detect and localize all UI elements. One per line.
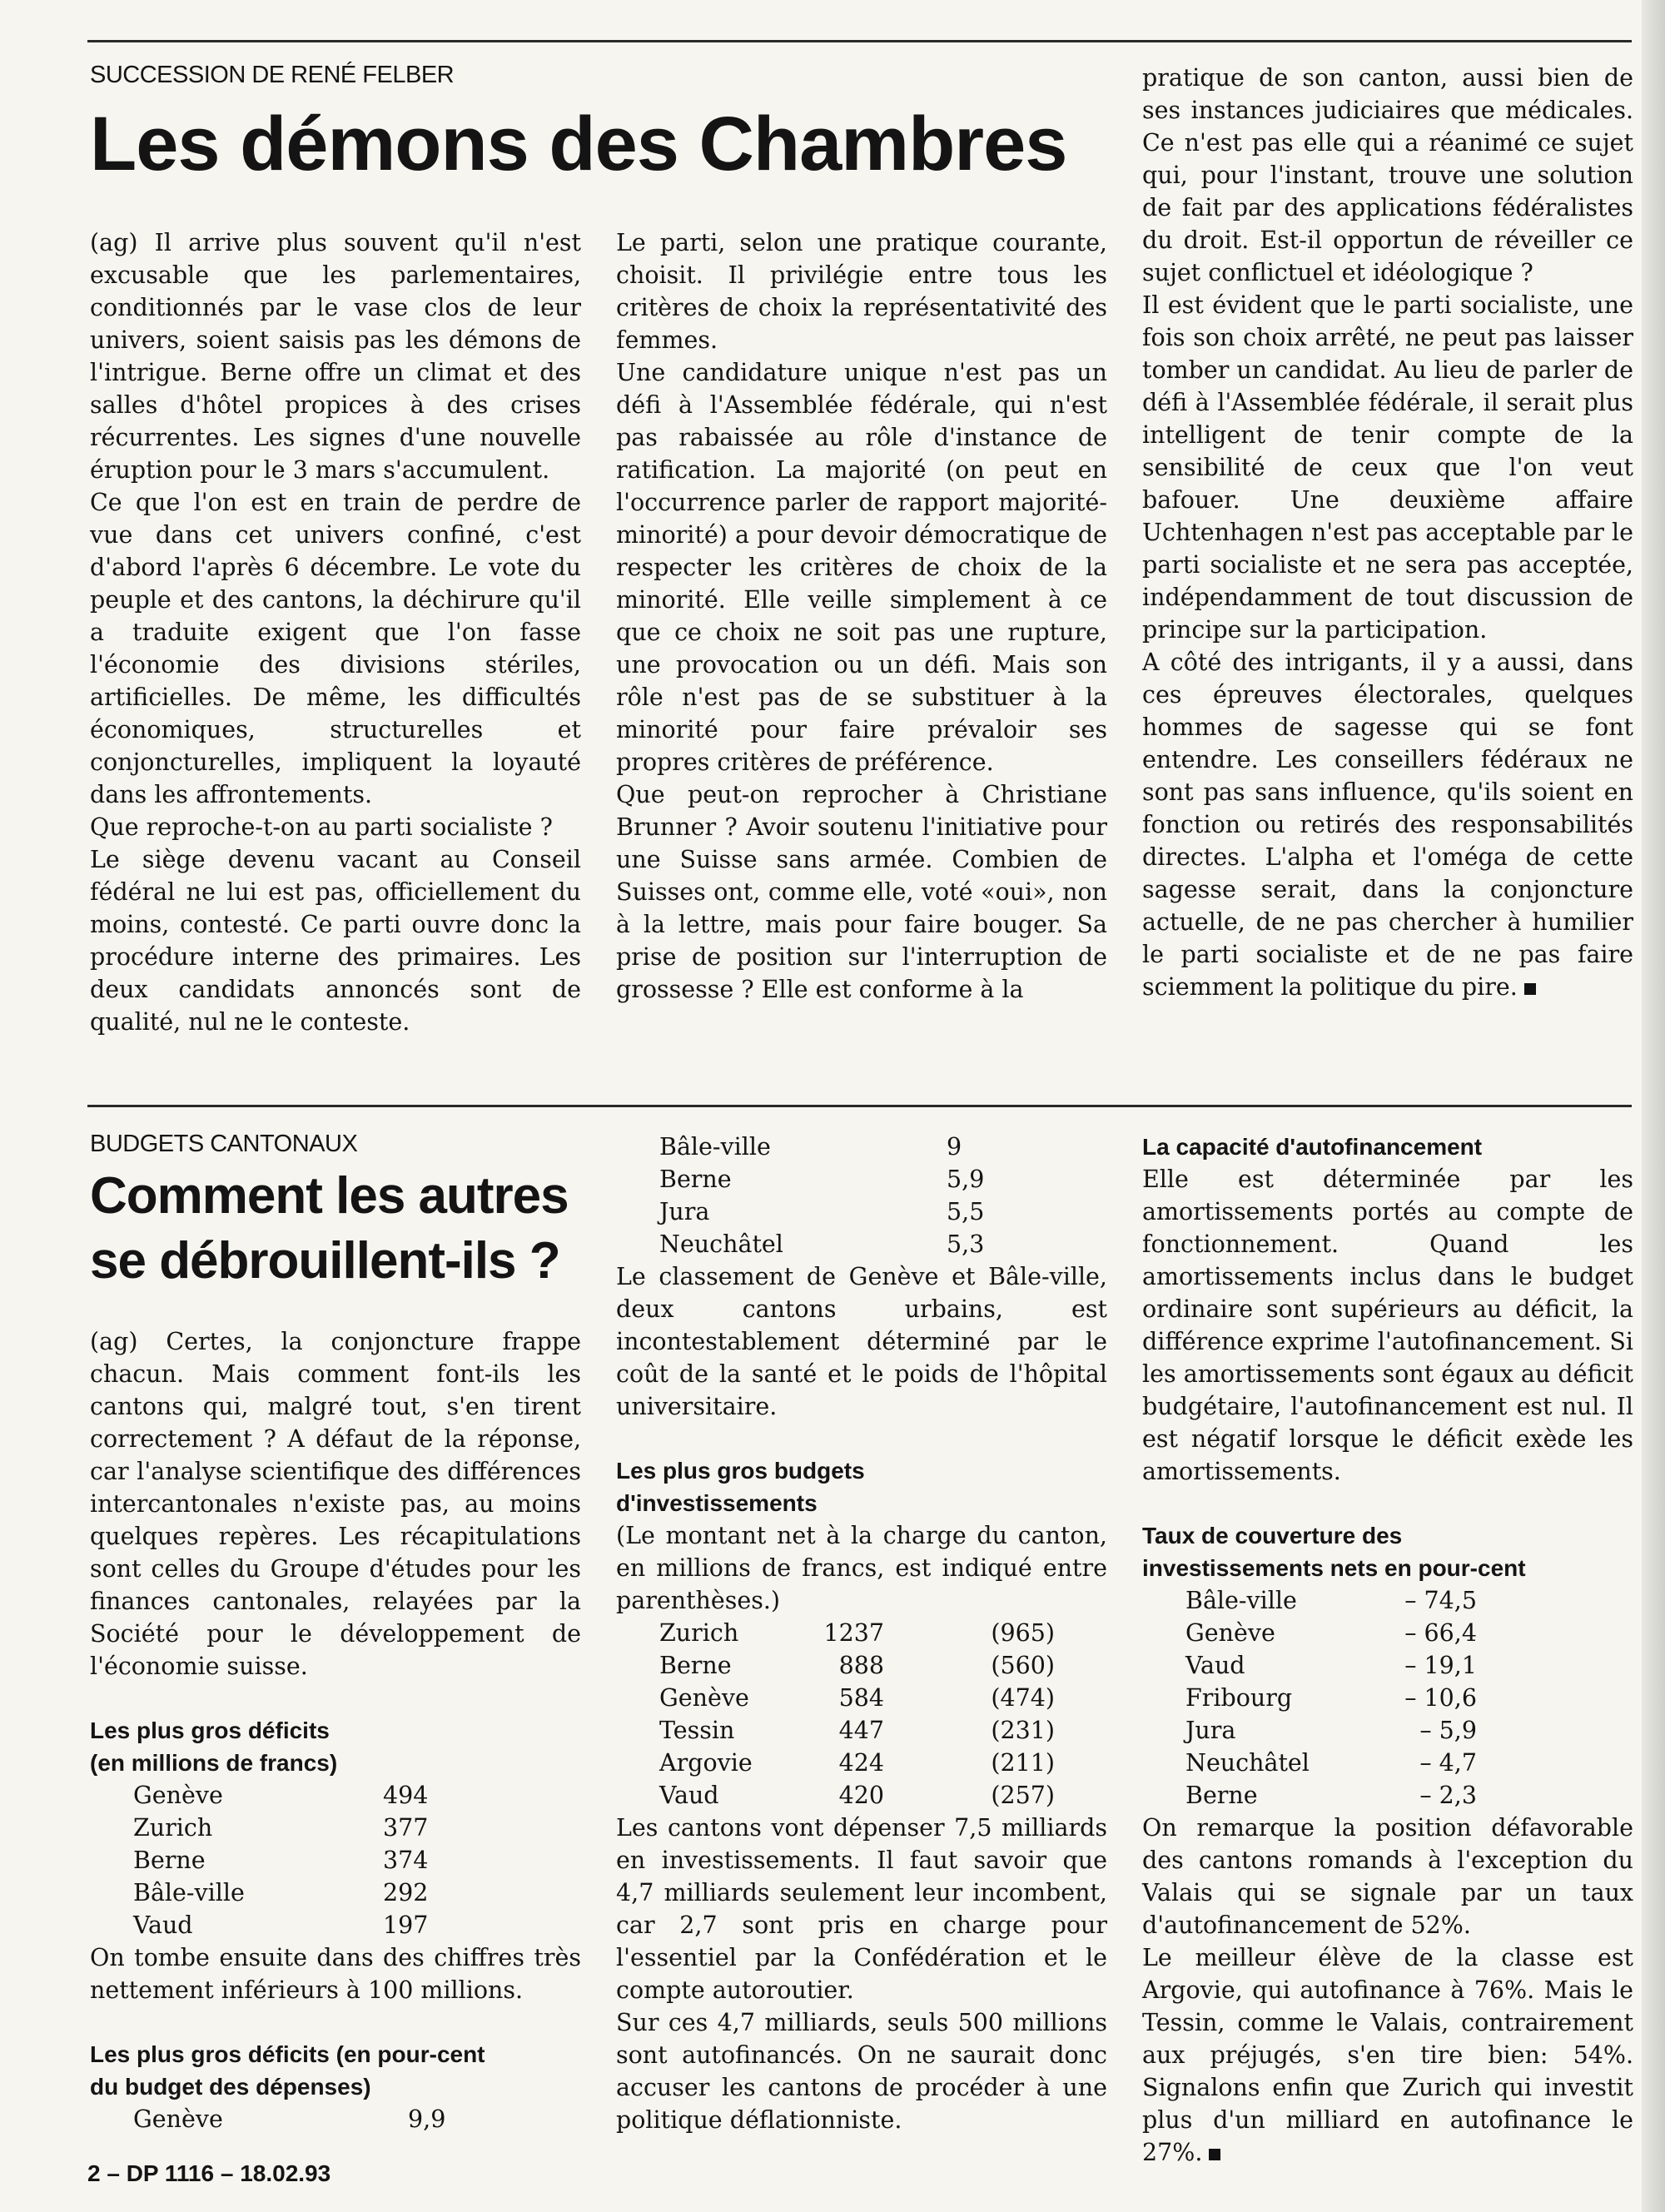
- value-cell: 5,3: [947, 1230, 985, 1258]
- table-row: [1185, 1617, 1477, 1649]
- paragraph: Le siège devenu vacant au Conseil fédéral ne lui est pas, officiellement du moins, contesté. Ce parti ouvre donc la procédure interne des primaires. Les deux candidats annoncés sont de qualité, nul ne le conteste.: [90, 846, 581, 1036]
- table-row: [133, 1844, 428, 1876]
- canton-cell: Berne: [659, 1652, 732, 1679]
- coverage-title: [1142, 1519, 1633, 1584]
- article2-column-2: [616, 1131, 1107, 2136]
- paragraph: Que peut-on reprocher à Christiane Brunner ? Avoir soutenu l'initiative pour une Suisse sans armée. Combien de Suisses ont, comme elle, voté «oui», non à la lettre, mais pour faire bouger. Sa prise de position sur l'interruption de grossesse ? Elle est conforme à la: [616, 781, 1107, 1003]
- article1-column-3: [1142, 62, 1633, 1003]
- article1-kicker: SUCCESSION DE RENÉ FELBER: [90, 62, 455, 88]
- table-row: [659, 1747, 1055, 1779]
- invest-note: Les cantons vont dépenser 7,5 milliards en investissements. Il faut savoir que 4,7 milliards seulement leur incombent, car 2,7 sont pris en charge pour l'essentiel par la Confédération et le compte autoroutier.: [616, 1814, 1107, 2004]
- page-footer: 2 – DP 1116 – 18.02.93: [87, 2160, 331, 2186]
- gross-cell: 420: [838, 1782, 884, 1809]
- capacity-text: Elle est déterminée par les amortissements portés au compte de fonctionnement. Quand les amortissements inclus dans le budget ordinaire sont supérieurs au déficit, la différence exprime l'autofinancement. Si les amortissements sont égaux au déficit budgétaire, l'autofinancement est nul. Il est négatif lorsque le déficit exède les amortissements.: [1142, 1166, 1633, 1485]
- subhead-line: Les plus gros budgets: [616, 1458, 865, 1484]
- value-cell: 292: [383, 1879, 429, 1906]
- article2-headline: [90, 1164, 569, 1294]
- table-row: [659, 1228, 984, 1260]
- canton-cell: Neuchâtel: [1185, 1749, 1310, 1777]
- value-cell: 197: [383, 1911, 429, 1939]
- net-cell: (560): [991, 1652, 1055, 1679]
- subhead-line: Les plus gros déficits: [90, 1717, 330, 1743]
- table-row: [133, 2103, 445, 2135]
- canton-cell: Berne: [133, 1847, 206, 1874]
- canton-cell: Tessin: [659, 1717, 735, 1744]
- subhead-line: Taux de couverture des: [1142, 1523, 1403, 1548]
- canton-cell: Berne: [659, 1166, 732, 1193]
- subhead-line: du budget des dépenses): [90, 2074, 371, 2100]
- deficits-note: On tombe ensuite dans des chiffres très nettement inférieurs à 100 millions.: [90, 1944, 581, 2004]
- table-row: [659, 1649, 1055, 1682]
- paragraph-text: A côté des intrigants, il y a aussi, dans ces épreuves électorales, quelques hommes de sagesse qui se font entendre. Les conseillers fédéraux ne sont pas sans influence, qu'ils soient en fonction ou retirés des responsabilités directes. L'alpha et l'oméga de cette sagesse serait, dans la conjoncture actuelle, de ne pas chercher à humilier le parti socialiste et de ne pas faire sciemment la politique du pire.: [1142, 649, 1633, 1001]
- subhead-line: d'investissements: [616, 1490, 818, 1516]
- canton-cell: Genève: [133, 2105, 223, 2133]
- table-row: [1185, 1779, 1477, 1812]
- canton-cell: Vaud: [659, 1782, 719, 1809]
- canton-cell: Zurich: [659, 1619, 739, 1647]
- canton-cell: Berne: [1185, 1782, 1258, 1809]
- intro-paragraph: (ag) Certes, la conjoncture frappe chacun. Mais comment font-ils les cantons qui, malgré tout, s'en tirent correctement ? A défaut de la réponse, car l'analyse scientifique des différences intercantonales n'existe pas, au moins quelques repères. Les récapitulations sont celles du Groupe d'études pour les finances cantonales, relayées par la Société pour le développement de l'économie suisse.: [90, 1328, 581, 1680]
- canton-cell: Bâle-ville: [659, 1133, 771, 1161]
- pct-deficits-table-part2: [659, 1131, 984, 1260]
- invest-intro: (Le montant net à la charge du canton, en millions de francs, est indiqué entre parenthèses.): [616, 1522, 1107, 1614]
- table-row: [1185, 1584, 1477, 1617]
- table-row: [659, 1163, 984, 1195]
- canton-cell: Zurich: [133, 1814, 213, 1842]
- canton-cell: Jura: [659, 1198, 710, 1225]
- paragraph: [1142, 646, 1633, 1003]
- net-cell: (211): [991, 1749, 1055, 1777]
- table-row: [659, 1682, 1055, 1714]
- canton-cell: Argovie: [659, 1749, 753, 1777]
- value-cell: 374: [383, 1847, 429, 1874]
- value-cell: – 10,6: [1404, 1684, 1477, 1712]
- table-row: [659, 1617, 1055, 1649]
- article1-headline: Les démons des Chambres: [90, 102, 1067, 186]
- top-rule: [87, 40, 1632, 42]
- table-row: [1185, 1682, 1477, 1714]
- invest-note: Sur ces 4,7 milliards, seuls 500 millions sont autofinancés. On ne saurait donc accuser les cantons de procéder à une politique déflationniste.: [616, 2009, 1107, 2134]
- end-mark-icon: [1209, 2149, 1220, 2160]
- table-row: [133, 1812, 428, 1844]
- paragraph-text: Le meilleur élève de la classe est Argovie, qui autofinance à 76%. Mais le Tessin, comme le Valais, contrairement aux préjugés, s'en tire bien: 54%. Signalons enfin que Zurich qui investit plus d'un milliard en autofinance le 27%.: [1142, 1944, 1633, 2166]
- article2-column-1: [90, 1325, 581, 2135]
- invest-table: [659, 1617, 1055, 1812]
- paragraph: Une candidature unique n'est pas un défi à l'Assemblée fédérale, qui n'est pas rabaissée au rôle d'instance de ratification. La majorité (on peut en l'occurrence parler de rapport majorité-minorité) a pour devoir démocratique de respecter les critères de choix de la minorité. Elle veille simplement à ce que ce choix ne soit pas une rupture, une provocation ou un défi. Mais son rôle n'est pas de se substituer à la minorité pour faire prévaloir ses propres critères de préférence.: [616, 359, 1107, 776]
- net-cell: (257): [991, 1782, 1055, 1809]
- article1-column-2: [616, 226, 1107, 1006]
- value-cell: 9,9: [408, 2105, 446, 2133]
- coverage-note: On remarque la position défavorable des cantons romands à l'exception du Valais qui se signale par un taux d'autofinancement de 52%.: [1142, 1814, 1633, 1939]
- net-cell: (231): [991, 1717, 1055, 1744]
- value-cell: 9: [947, 1133, 962, 1161]
- deficits-title: [90, 1714, 581, 1779]
- table-row: [133, 1876, 428, 1909]
- value-cell: 5,9: [947, 1166, 985, 1193]
- gross-cell: 584: [838, 1684, 884, 1712]
- table-row: [133, 1909, 428, 1941]
- page-edge-shadow: [1642, 0, 1665, 2212]
- value-cell: – 74,5: [1404, 1587, 1477, 1614]
- value-cell: 377: [383, 1814, 429, 1842]
- canton-cell: Genève: [659, 1684, 749, 1712]
- paragraph: pratique de son canton, aussi bien de ses instances judiciaires que médicales. Ce n'est pas elle qui a réanimé ce sujet qui, pour l'instant, trouve une solution de fait par des applications fédéralistes du droit. Est-il opportun de réveiller ce sujet conflictuel et idéologique ?: [1142, 64, 1633, 286]
- article2-column-3: [1142, 1131, 1633, 2169]
- value-cell: – 5,9: [1419, 1717, 1477, 1744]
- gross-cell: 424: [838, 1749, 884, 1777]
- value-cell: 494: [383, 1782, 429, 1809]
- subhead-line: Les plus gros déficits (en pour-cent: [90, 2041, 485, 2067]
- end-mark-icon: [1524, 983, 1536, 995]
- pct-deficits-title: [90, 2038, 581, 2103]
- net-cell: (474): [991, 1684, 1055, 1712]
- paragraph: Ce que l'on est en train de perdre de vue dans cet univers confiné, c'est d'abord l'après 6 décembre. Le vote du peuple et des cantons, la déchirure qu'il a traduite exigent que l'on fasse l'économie des divisions stériles, artificielles. De même, les difficultés économiques, structurelles et conjoncturelles, impliquent la loyauté dans les affrontements.: [90, 489, 581, 808]
- net-cell: (965): [991, 1619, 1055, 1647]
- gross-cell: 1237: [823, 1619, 884, 1647]
- gross-cell: 888: [838, 1652, 884, 1679]
- canton-cell: Genève: [133, 1782, 223, 1809]
- table-row: [1185, 1649, 1477, 1682]
- headline-line: se débrouillent-ils ?: [90, 1232, 560, 1290]
- coverage-note: [1142, 1941, 1633, 2169]
- paragraph: Il est évident que le parti socialiste, une fois son choix arrêté, ne peut pas laisser tomber un candidat. Au lieu de parler de défi à l'Assemblée fédérale, il serait plus intelligent de tenir compte de la sensibilité de ceux que l'on veut bafouer. Une deuxième affaire Uchtenhagen n'est pas acceptable par le parti socialiste et ne sera pas acceptée, indépendamment de tout discussion de principe sur la participation.: [1142, 291, 1633, 644]
- gross-cell: 447: [838, 1717, 884, 1744]
- table-row: [659, 1779, 1055, 1812]
- value-cell: – 2,3: [1419, 1782, 1477, 1809]
- paragraph: Le parti, selon une pratique courante, choisit. Il privilégie entre tous les critères de choix la représentativité des femmes.: [616, 229, 1107, 354]
- canton-cell: Neuchâtel: [659, 1230, 783, 1258]
- table-row: [133, 1779, 428, 1812]
- table-row: [1185, 1747, 1477, 1779]
- article2-kicker: BUDGETS CANTONAUX: [90, 1131, 358, 1157]
- canton-cell: Bâle-ville: [1185, 1587, 1297, 1614]
- pct-note: Le classement de Genève et Bâle-ville, deux cantons urbains, est incontestablement déterminé par le coût de la santé et le poids de l'hôpital universitaire.: [616, 1263, 1107, 1420]
- table-row: [659, 1195, 984, 1228]
- deficits-table: [133, 1779, 428, 1941]
- invest-title: [616, 1454, 1107, 1519]
- value-cell: – 66,4: [1404, 1619, 1477, 1647]
- pct-deficits-table-part1: [133, 2103, 445, 2135]
- table-row: [1185, 1714, 1477, 1747]
- table-row: [659, 1714, 1055, 1747]
- value-cell: 5,5: [947, 1198, 985, 1225]
- subhead-line: investissements nets en pour-cent: [1142, 1555, 1526, 1581]
- value-cell: – 19,1: [1404, 1652, 1477, 1679]
- canton-cell: Bâle-ville: [133, 1879, 245, 1906]
- headline-line: Comment les autres: [90, 1167, 569, 1225]
- article1-column-1: [90, 226, 581, 1038]
- canton-cell: Fribourg: [1185, 1684, 1293, 1712]
- canton-cell: Genève: [1185, 1619, 1275, 1647]
- paragraph: (ag) Il arrive plus souvent qu'il n'est excusable que les parlementaires, conditionnés par le vase clos de leur univers, soient saisis pas les démons de l'intrigue. Berne offre un climat et des salles d'hôtel propices à des crises récurrentes. Les signes d'une nouvelle éruption pour le 3 mars s'accumulent.: [90, 229, 581, 484]
- section-rule: [87, 1105, 1632, 1107]
- coverage-table: [1185, 1584, 1477, 1812]
- canton-cell: Vaud: [1185, 1652, 1245, 1679]
- canton-cell: Vaud: [133, 1911, 193, 1939]
- capacity-title: La capacité d'autofinancement: [1142, 1134, 1483, 1160]
- subhead-line: (en millions de francs): [90, 1750, 338, 1776]
- paragraph: Que reproche-t-on au parti socialiste ?: [90, 813, 553, 841]
- value-cell: – 4,7: [1419, 1749, 1477, 1777]
- canton-cell: Jura: [1185, 1717, 1236, 1744]
- table-row: [659, 1131, 984, 1163]
